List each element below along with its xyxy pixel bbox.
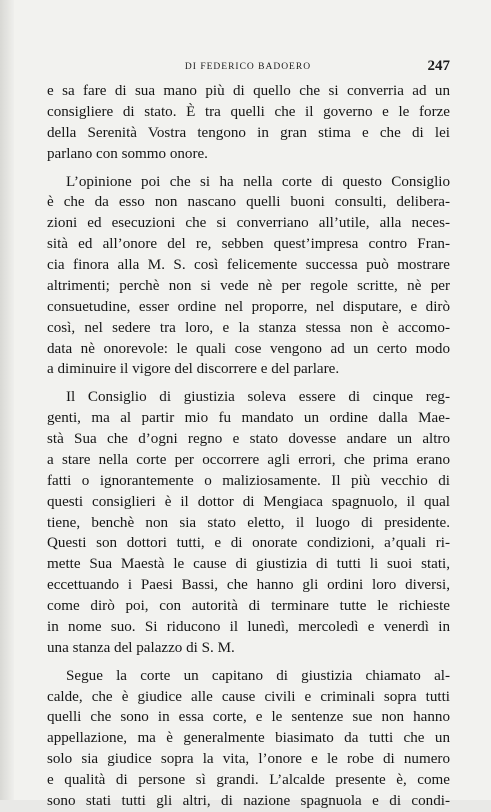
page-header: [46, 58, 450, 74]
text-line: altrimenti; perchè non si vede nè per regole scritte, nè per: [47, 277, 450, 294]
paragraph: [47, 387, 450, 658]
text-line: stà Sua che d’ogni regno e stato dovesse andare un altro: [47, 431, 450, 447]
running-title: DI FEDERICO BADOERO: [184, 62, 312, 72]
text-line: quelli che sono in essa corte, e le sentenze sue non hanno: [47, 709, 450, 726]
text-line: sità ed all’onore del re, sebben quest’impresa contro Fran-: [47, 236, 450, 253]
text-line: così, nel sedere tra loro, e la stanza stessa non è accomo-: [47, 319, 450, 336]
text-line: solo sia giudice sopra la vita, l’onore e le robe di numero: [47, 751, 450, 768]
page-number: 247: [427, 58, 450, 74]
text-line: a stare nella corte per occorrere agli errori, che prima erano: [47, 451, 450, 468]
paragraph: [47, 172, 450, 381]
text-line: Questi son dottori tutti, e di onorate condizioni, a’quali ri-: [47, 535, 450, 552]
text-line: a diminuire il vigore del discorrere e del parlare.: [47, 361, 340, 378]
paragraph: [47, 666, 450, 812]
text-line: calde, che è giudice alle cause civili e criminali sopra tutti: [47, 688, 450, 705]
text-line: data nè onorevole: le quali cose vengono ad un certo modo: [47, 340, 450, 357]
paragraph: [47, 81, 450, 165]
text-line: e sa fare di sua mano più di quello che si converria ad un: [47, 83, 450, 99]
text-line: L’opinione poi che si ha nella corte di questo Consiglio: [66, 173, 450, 190]
text-line: cia finora alla M. S. così felicemente successa può mostrare: [47, 257, 450, 273]
text-line: e qualità di persone sì grandi. L’alcalde presente è, come: [47, 772, 450, 788]
page-gutter-shadow: [0, 0, 14, 800]
text-line: questi consiglieri è il dottor di Mengiaca spagnuolo, il qual: [47, 493, 450, 510]
text-line: eccettuando i Paesi Bassi, che hanno gli ordini loro diversi,: [47, 577, 450, 594]
text-line: come dirò poi, con autorità di terminare tutte le richieste: [47, 598, 450, 614]
text-line: mette Sua Maestà le cause di giustizia di tutti li suoi stati,: [47, 556, 450, 573]
text-line: sono stati tutti gli altri, di nazione spagnuola e di condi-: [47, 792, 450, 809]
text-line: appellazione, ma è generalmente biasimato da tutti che un: [47, 730, 450, 747]
text-line: zioni ed esecuzioni che si converriano all’utile, alla neces-: [47, 215, 450, 232]
text-line: genti, ma al partir mio fu mandato un ordine dalla Mae-: [47, 410, 450, 427]
text-line: in nome suo. Si riducono il lunedì, mercoledì e venerdì in: [47, 618, 450, 635]
text-line: Segue la corte un capitano di giustizia chiamato al-: [66, 667, 450, 684]
text-line: una stanza del palazzo di S. M.: [47, 639, 235, 656]
text-line: tiene, benchè non sia stato eletto, il luogo di presidente.: [47, 514, 450, 531]
text-line: parlano con sommo onore.: [47, 145, 208, 162]
text-line: consuetudine, esser ordine nel proporre, nel disputare, e dirò: [47, 298, 450, 315]
text-line: è che da esso non nascano quelli buoni consulti, delibera-: [47, 194, 450, 211]
text-line: fatti o ignorantemente o maliziosamente. Il più vecchio di: [47, 472, 450, 489]
text-line: della Serenità Vostra tengono in gran stima e che di lei: [47, 124, 450, 141]
text-line: consigliere di stato. È tra quelli che il governo e le forze: [47, 103, 450, 120]
body-text: [47, 81, 450, 812]
text-line: Il Consiglio di giustizia soleva essere di cinque reg-: [66, 389, 450, 406]
